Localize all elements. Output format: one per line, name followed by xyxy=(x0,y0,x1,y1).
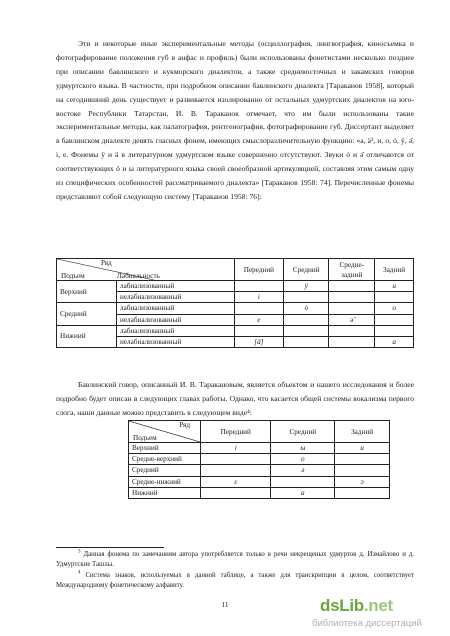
height-cell: Верхний xyxy=(57,281,117,303)
logo-main: dsLib xyxy=(320,596,364,615)
cell-front: e xyxy=(234,314,284,325)
cell-middle-back xyxy=(329,325,375,336)
cell-middle xyxy=(284,325,329,336)
cell-back xyxy=(375,325,414,336)
vowel-table-own-data xyxy=(128,420,390,499)
cell-middle xyxy=(284,292,329,303)
table-row xyxy=(129,443,390,454)
table-row xyxy=(129,465,390,476)
cell-front xyxy=(201,465,271,476)
cell-front xyxy=(234,303,284,314)
labial-cell: лабиализованный xyxy=(117,303,235,314)
paragraph-2 xyxy=(56,378,414,420)
col-header-middle: Средний xyxy=(284,259,329,281)
cell-back xyxy=(335,454,390,465)
cell-back: o xyxy=(375,303,414,314)
table-row xyxy=(57,325,414,336)
labial-cell: лабиализованный xyxy=(117,325,235,336)
paragraph-1-text: Эти и некоторые иные экспериментальные методы (осциллография, лингвография, киносъемка и фотографирование положения губ в анфас и профиль) были использованы фонетистами несколько позднее при описании бавлинского и кукморского диалектов, а также средневосточных и закамских говоров удмуртского языка. В частности, при подробном описании бавлинского диалекта [Тараканов 1958], который на сегодняшний день существует и развивается изолированно от остальных удмуртских диалектов на юго-востоке Республики Татарстан, И. В. Тараканов отмечает, что им были использованы такие экспериментальные методы, как палатография, рентгенография, фотографирование губ. Диссертант выделяет в бавлинском диалекте девять гласных фонем, имеющих смыслоразличительную функцию: «а, ӓ³, и, о, ȯ, ӱ, ə̂, і, е. Фонемы ӱ и ӓ в литературном удмуртском языке совершенно отсутствуют. Звуки ȯ и ə̂ отличаются от соответствующих ö и ы литературного языка своей своеобразной артикуляцией, составляя этим самым одну из специфических особенностей рассматриваемого диалекта» [Тараканов 1958: 74]. Перечисленные фонемы представляют собой следующую систему [Тараканов 1958: 76]: xyxy=(56,39,414,201)
cell-front xyxy=(201,487,271,498)
cell-middle xyxy=(271,476,335,487)
watermark-logo xyxy=(320,596,393,616)
corner-top-label: Ряд xyxy=(179,421,190,429)
table-row xyxy=(57,303,414,314)
page-number: 11 xyxy=(221,600,229,609)
col-header-middle: Средний xyxy=(271,421,335,443)
col-header-back: Задний xyxy=(335,421,390,443)
table-corner-cell xyxy=(57,259,235,281)
footnote-4-text: Система знаков, используемых в данной таблице, а также для транскрипции в целом, соответствует Международному фонетическому алфавиту. xyxy=(56,572,414,589)
table-row xyxy=(129,487,390,498)
cell-middle xyxy=(284,314,329,325)
table-corner-cell xyxy=(129,421,201,443)
cell-front: [ӓ] xyxy=(234,336,284,347)
cell-back: ɔ xyxy=(335,476,390,487)
cell-back: u xyxy=(375,281,414,292)
footnote-divider xyxy=(56,547,164,548)
cell-back xyxy=(335,465,390,476)
table-header-row xyxy=(57,259,414,281)
cell-back xyxy=(375,314,414,325)
cell-middle-back xyxy=(329,292,375,303)
height-cell: Нижний xyxy=(129,487,201,498)
cell-middle-back xyxy=(329,303,375,314)
cell-front: ɛ xyxy=(201,476,271,487)
cell-middle: a xyxy=(271,487,335,498)
cell-middle-back: ə̂ xyxy=(329,314,375,325)
cell-front: i xyxy=(234,292,284,303)
height-cell: Средний xyxy=(129,465,201,476)
vowel-table-tarakanov xyxy=(56,258,414,348)
corner-bottom-label: Подъем xyxy=(133,434,157,442)
dslib-watermark[interactable] xyxy=(310,596,450,636)
footnote-3-text: Данная фонема по замечаниям автора употребляется только в речи некрещеных удмуртов д. Измайлово и д. Удмуртские Ташлы. xyxy=(56,551,414,568)
height-cell: Средний xyxy=(57,303,117,325)
table-row xyxy=(129,454,390,465)
cell-middle: ə xyxy=(271,465,335,476)
paragraph-2-text: Бавлинский говор, описанный И. В. Таракановым, является объектом и нашего исследования и более подробно будет описан в следующих главах работы. Однако, что касается общей системы вокализма первого слога, наши данные можно представить в следующем виде⁴: xyxy=(56,380,414,417)
labial-cell: нелабиализованный xyxy=(117,292,235,303)
table-header-row xyxy=(129,421,390,443)
labial-cell: лабиализованный xyxy=(117,281,235,292)
height-cell: Средне-верхний xyxy=(129,454,201,465)
col-header-middle-back: Средне- задний xyxy=(329,259,375,281)
table-row xyxy=(57,281,414,292)
cell-front: i xyxy=(201,443,271,454)
labial-cell: нелабиализованный xyxy=(117,314,235,325)
cell-back: a xyxy=(375,336,414,347)
cell-back xyxy=(335,487,390,498)
cell-middle-back xyxy=(329,281,375,292)
cell-front xyxy=(234,281,284,292)
footnote-4 xyxy=(56,571,414,591)
cell-middle-back xyxy=(329,336,375,347)
labial-cell: нелабиализованный xyxy=(117,336,235,347)
cell-back xyxy=(375,292,414,303)
corner-top-label: Ряд xyxy=(101,259,112,267)
cell-front xyxy=(234,325,284,336)
footnote-3 xyxy=(56,550,414,570)
col-header-front: Передний xyxy=(201,421,271,443)
logo-tld: .net xyxy=(363,596,393,615)
footnote-4-mark: 4 xyxy=(78,570,81,576)
labial-header: Лабиальность xyxy=(117,272,160,280)
col-header-back: Задний xyxy=(375,259,414,281)
cell-middle: ӱ xyxy=(284,281,329,292)
cell-middle: о xyxy=(271,454,335,465)
watermark-subtitle: библиотека диссертаций xyxy=(312,618,422,629)
height-cell: Нижний xyxy=(57,325,117,347)
paragraph-1 xyxy=(56,37,414,204)
corner-bottom-label: Подъем xyxy=(61,272,85,280)
height-cell: Средне-нижний xyxy=(129,476,201,487)
table-row xyxy=(129,476,390,487)
footnote-3-mark: 3 xyxy=(78,549,81,555)
height-cell: Верхний xyxy=(129,443,201,454)
cell-front xyxy=(201,454,271,465)
col-header-front: Передний xyxy=(234,259,284,281)
cell-middle xyxy=(284,336,329,347)
cell-middle: ы xyxy=(271,443,335,454)
cell-middle: ȯ xyxy=(284,303,329,314)
cell-back: u xyxy=(335,443,390,454)
